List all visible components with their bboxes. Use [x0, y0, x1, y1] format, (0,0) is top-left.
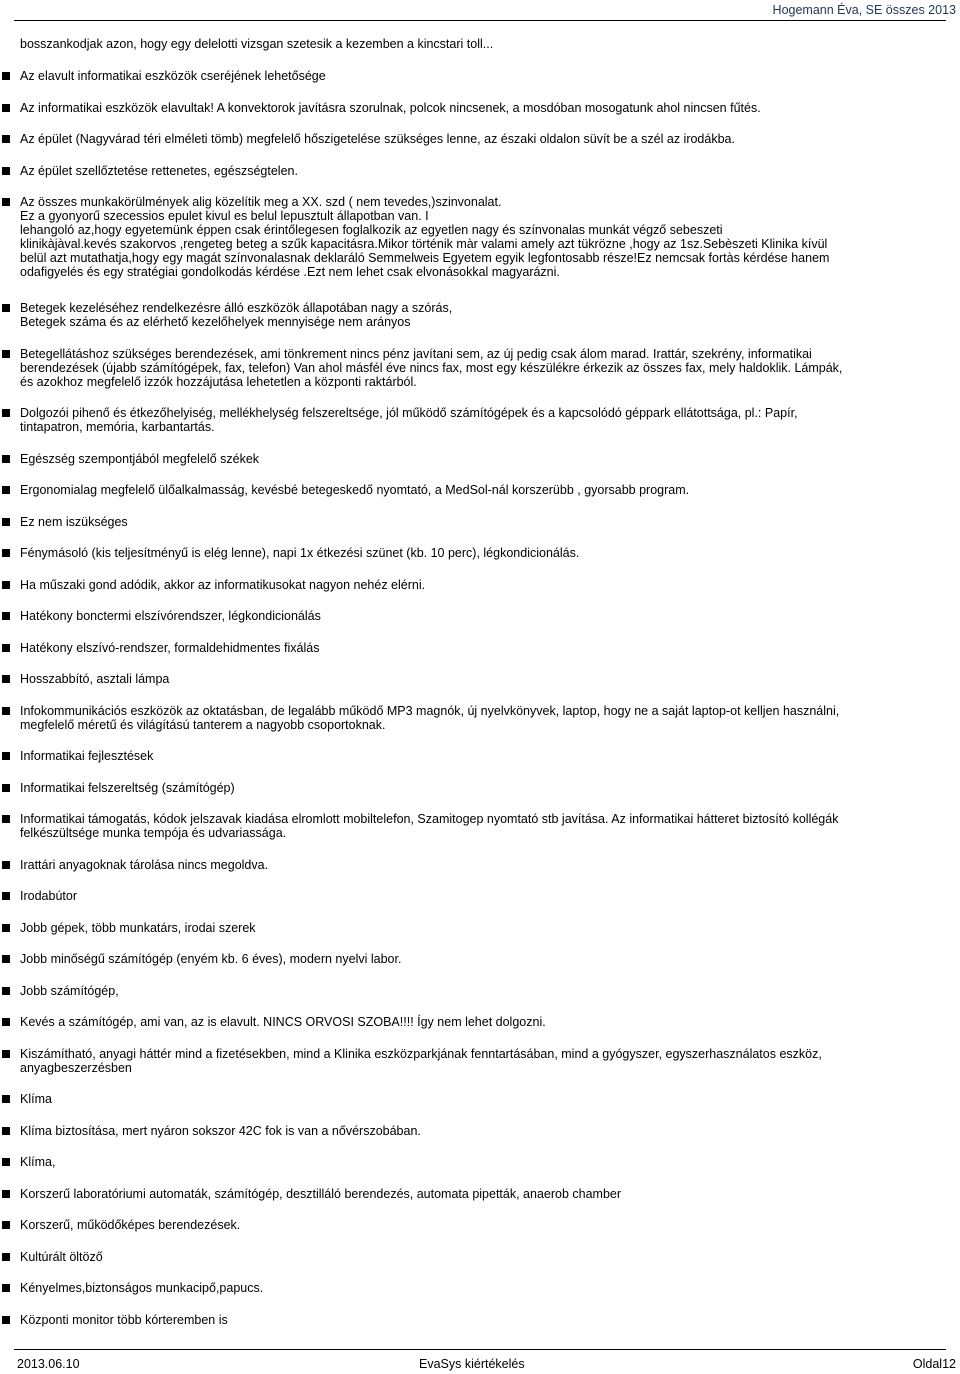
comment-item — [0, 483, 960, 497]
square-bullet-icon — [2, 784, 10, 792]
comment-text-line: tintapatron, memória, karbantartás. — [20, 420, 215, 434]
comment-text-line: megfelelő méretű és világítású tanterem a nagyobb csoportoknak. — [20, 717, 386, 732]
comment-item — [0, 132, 960, 146]
comment-text-line: Informatikai támogatás, kódok jelszavak kiadása elromlott mobiltelefon, Szamitogep nyomtató stb javítása. Az informatikai hátteret biztosító kollégák — [20, 812, 839, 826]
comment-text-line: odafigyelés és egy stratégiai gondolkodás kérdése .Ezt nem lehet csak elvonásokkal magyarázni. — [20, 265, 560, 279]
square-bullet-icon — [2, 752, 10, 760]
square-bullet-icon — [2, 198, 10, 206]
comment-text-line: Irodabútor — [20, 889, 77, 903]
comment-text-line: Ergonomialag megfelelő ülőalkalmasság, kevésbé betegeskedő nyomtató, a MedSol-nál korszerübb , gyorsabb program. — [20, 483, 690, 497]
square-bullet-icon — [2, 135, 10, 143]
comment-item — [0, 1124, 960, 1138]
comment-text-line: Jobb gépek, több munkatárs, irodai szerek — [20, 920, 256, 935]
comment-item — [0, 406, 960, 434]
comment-text-line: Kényelmes,biztonságos munkacipő,papucs. — [20, 1281, 264, 1295]
comment-text-line: Az összes munkakörülmények alig közelítik meg a XX. szd ( nem tevedes,)szinvonalat. — [20, 195, 502, 209]
comment-text-line: lehangoló az,hogy egyetemünk éppen csak érintőlegesen foglalkozik az egyetlen nagy és színvonalas munkát végző sebeszeti — [20, 223, 723, 237]
comment-text-line: Kevés a számítógép, ami van, az is elavult. NINCS ORVOSI SZOBA!!!! Így nem lehet dolgozni. — [20, 1015, 546, 1029]
comment-text-line: Kiszámítható, anyagi háttér mind a fizetésekben, mind a Klinika eszközparkjának fenntartásában, mind a gyógyszer, egyszerhasználatos eszköz, — [20, 1046, 822, 1061]
comment-text-line: belül azt mutathatja,hogy egy magát színvonalasnak deklaráló Semmelweis Egyetem egyik legfontosabb része!Ez nemcsak fortàs kérdése hanem — [20, 251, 830, 265]
comment-item — [0, 921, 960, 935]
comment-text-line: klinikàjàval.kevés szakorvos ,rengeteg beteg a szűk kapacitásra.Mikor történik màr valami amely azt tükrözne ,hogy az 1sz.Sebèszeti Klinika kívül — [20, 237, 828, 251]
comment-item — [0, 1187, 960, 1201]
comment-item — [0, 1313, 960, 1327]
comment-text-line: Az informatikai eszközök elavultak! A konvektorok javításra szorulnak, polcok nincsenek, a mosdóban mosogatunk ahol nincsen fűtés. — [20, 100, 761, 115]
square-bullet-icon — [2, 644, 10, 652]
square-bullet-icon — [2, 1190, 10, 1198]
comment-item — [0, 1047, 960, 1075]
square-bullet-icon — [2, 707, 10, 715]
square-bullet-icon — [2, 104, 10, 112]
comment-item — [0, 812, 960, 840]
comment-text-line: Fénymásoló (kis teljesítményű is elég lenne), napi 1x étkezési szünet (kb. 10 perc), légkondicionálás. — [20, 546, 580, 560]
comment-text-line: Infokommunikációs eszközök az oktatásban, de legalább működő MP3 magnók, új nyelvkönyvek, laptop, hogy ne a saját laptop-ot kelljen használni, — [20, 703, 840, 718]
comment-text-line: Informatikai felszereltség (számítógép) — [20, 780, 235, 795]
comment-text-line: felkészültsége munka tempója és udvariassága. — [20, 826, 287, 840]
square-bullet-icon — [2, 518, 10, 526]
square-bullet-icon — [2, 167, 10, 175]
comment-item — [0, 781, 960, 795]
comment-text-line: Jobb minőségű számítógép (enyém kb. 6 éves), modern nyelvi labor. — [20, 952, 402, 966]
comment-text-line: berendezések (újabb számítógépek, fax, telefon) Van ahol másfél éve nincs fax, most egy készülékre érkezik az összes fax, mely haldoklik. Lámpák, — [20, 360, 843, 375]
comment-text-line: Az elavult informatikai eszközök cseréjének lehetősége — [20, 69, 326, 83]
square-bullet-icon — [2, 987, 10, 995]
footer-divider — [14, 1349, 946, 1350]
comment-item — [0, 578, 960, 592]
comment-item — [0, 1155, 960, 1169]
comment-text-line: Ha műszaki gond adódik, akkor az informatikusokat nagyon nehéz elérni. — [20, 577, 426, 592]
comment-text-line: Betegellátáshoz szükséges berendezések, ami tönkrement nincs pénz javítani sem, az új pedig csak álom marad. Irattár, szekrény, informatikai — [20, 346, 812, 361]
comment-text-line: Klíma — [20, 1092, 52, 1106]
comment-item — [0, 347, 960, 389]
square-bullet-icon — [2, 1221, 10, 1229]
comment-text-line: Az épület szellőztetése rettenetes, egészségtelen. — [20, 163, 298, 178]
square-bullet-icon — [2, 1018, 10, 1026]
square-bullet-icon — [2, 1253, 10, 1261]
comment-item — [0, 1281, 960, 1295]
comment-text-line: Korszerű, működőképes berendezések. — [20, 1218, 241, 1232]
comment-text-line: Irattári anyagoknak tárolása nincs megoldva. — [20, 857, 269, 872]
comment-item — [0, 952, 960, 966]
square-bullet-icon — [2, 1316, 10, 1324]
square-bullet-icon — [2, 815, 10, 823]
comment-text-line: Informatikai fejlesztések — [20, 749, 154, 763]
comment-item — [0, 641, 960, 655]
square-bullet-icon — [2, 861, 10, 869]
square-bullet-icon — [2, 924, 10, 932]
square-bullet-icon — [2, 72, 10, 80]
comment-text-line: Betegek kezeléséhez rendelkezésre álló eszközök állapotában nagy a szórás, — [20, 301, 453, 315]
comment-text-line: Ez a gyonyorű szecessios epulet kivul es belul lepusztult állapotban van. I — [20, 209, 429, 223]
comment-item — [0, 749, 960, 763]
continuation-text: bosszankodjak azon, hogy egy delelotti vizsgan szetesik a kezemben a kincstari toll... — [20, 37, 494, 51]
comment-item — [0, 546, 960, 560]
header-divider — [14, 20, 946, 21]
comment-item — [0, 889, 960, 903]
comment-text-line: Az épület (Nagyvárad téri elméleti tömb) megfelelő hőszigetelése szükséges lenne, az északi oldalon süvít be a szél az irodákba. — [20, 132, 735, 146]
footer-page-number: Oldal12 — [912, 1357, 956, 1371]
comment-text-line: és azokhoz megfelelő izzók hozzájutása lehetetlen a központi raktárból. — [20, 374, 417, 389]
comment-text-line: Központi monitor több kórteremben is — [20, 1312, 228, 1327]
square-bullet-icon — [2, 486, 10, 494]
comment-item — [0, 101, 960, 115]
comment-item — [0, 704, 960, 732]
square-bullet-icon — [2, 304, 10, 312]
comment-text-line: Korszerű laboratóriumi automaták, számítógép, desztilláló berendezés, automata pipetták, anaerob chamber — [20, 1186, 622, 1201]
square-bullet-icon — [2, 455, 10, 463]
square-bullet-icon — [2, 675, 10, 683]
comment-item — [0, 69, 960, 83]
comment-text-line: Hosszabbító, asztali lámpa — [20, 672, 170, 686]
square-bullet-icon — [2, 409, 10, 417]
comment-list — [0, 37, 960, 1344]
square-bullet-icon — [2, 1158, 10, 1166]
square-bullet-icon — [2, 955, 10, 963]
comment-text-line: anyagbeszerzésben — [20, 1060, 132, 1075]
comment-item — [0, 1250, 960, 1264]
square-bullet-icon — [2, 1050, 10, 1058]
square-bullet-icon — [2, 612, 10, 620]
comment-item — [0, 858, 960, 872]
comment-text-line: Hatékony elszívó-rendszer, formaldehidmentes fixálás — [20, 640, 320, 655]
square-bullet-icon — [2, 350, 10, 358]
comment-text-line: Kultúrált öltöző — [20, 1249, 103, 1264]
comment-text-line: Ez nem iszükséges — [20, 514, 128, 529]
footer-center-text: EvaSys kiértékelés — [419, 1357, 525, 1371]
page-header-title: Hogemann Éva, SE összes 2013 — [772, 3, 956, 17]
comment-item — [0, 301, 960, 329]
comment-item — [0, 1015, 960, 1029]
square-bullet-icon — [2, 549, 10, 557]
square-bullet-icon — [2, 1095, 10, 1103]
comment-item — [0, 1092, 960, 1106]
comment-item — [0, 984, 960, 998]
comment-text-line: Klíma, — [20, 1155, 56, 1169]
square-bullet-icon — [2, 1127, 10, 1135]
comment-item — [0, 164, 960, 178]
comment-text-line: Dolgozói pihenő és étkezőhelyiség, mellékhelység felszereltsége, jól működő számítógépek és a kapcsolódó géppark ellátottsága, pl.: Papír, — [20, 406, 798, 420]
comment-item — [0, 452, 960, 466]
comment-text-line: Betegek száma és az elérhető kezelőhelyek mennyisége nem arányos — [20, 315, 411, 329]
comment-text-line: Jobb számítógép, — [20, 983, 119, 998]
comment-text-line: Klíma biztosítása, mert nyáron sokszor 42C fok is van a nővérszobában. — [20, 1123, 421, 1138]
comment-text-line: Egészség szempontjából megfelelő székek — [20, 451, 260, 466]
footer-date: 2013.06.10 — [17, 1357, 80, 1371]
comment-item — [0, 672, 960, 686]
comment-item — [0, 195, 960, 279]
comment-item — [0, 515, 960, 529]
comment-item — [0, 1218, 960, 1232]
square-bullet-icon — [2, 581, 10, 589]
square-bullet-icon — [2, 1284, 10, 1292]
comment-text-line: Hatékony bonctermi elszívórendszer, légkondicionálás — [20, 609, 321, 623]
square-bullet-icon — [2, 892, 10, 900]
comment-item — [0, 609, 960, 623]
